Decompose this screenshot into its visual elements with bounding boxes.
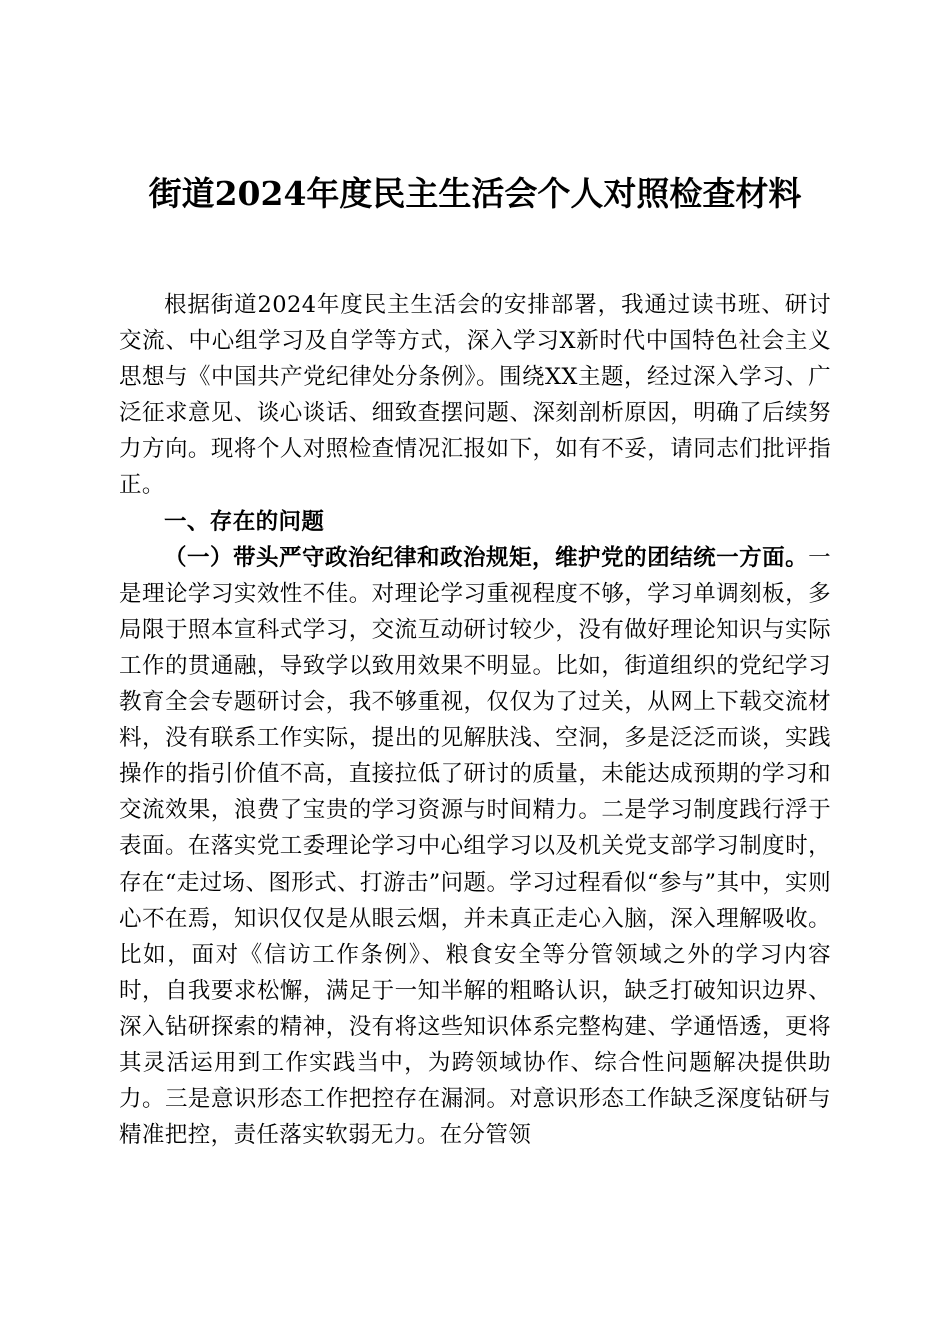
intro-paragraph: 根据街道2024年度民主生活会的安排部署，我通过读书班、研讨交流、中心组学习及自学等方式，深入学习X新时代中国特色社会主义思想与《中国共产党纪律处分条例》。围绕XX主题，经过深入学习、广泛征求意见、谈心谈话、细致查摆问题、深刻剖析原因，明确了后续努力方向。现将个人对照检查情况汇报如下，如有不妥，请同志们批评指正。 bbox=[119, 292, 831, 499]
subsection-body: 一是理论学习实效性不佳。对理论学习重视程度不够，学习单调刻板，多局限于照本宣科式学习，交流互动研讨较少，没有做好理论知识与实际工作的贯通融，导致学以致用效果不明显。比如，街道组织的党纪学习教育全会专题研讨会，我不够重视，仅仅为了过关，从网上下载交流材料，没有联系工作实际，提出的见解肤浅、空洞，多是泛泛而谈，实践操作的指引价值不高，直接拉低了研讨的质量，未能达成预期的学习和交流效果，浪费了宝贵的学习资源与时间精力。二是学习制度践行浮于表面。在落实党工委理论学习中心组学习以及机关党支部学习制度时，存在“走过场、图形式、打游击”问题。学习过程看似“参与”其中，实则心不在焉，知识仅仅是从眼云烟，并未真正走心入脑，深入理解吸收。比如，面对《信访工作条例》、粮食安全等分管领域之外的学习内容时，自我要求松懈，满足于一知半解的粗略认识，缺乏打破知识边界、深入钻研探索的精神，没有将这些知识体系完整构建、学通悟透，更将其灵活运用到工作实践当中，为跨领域协作、综合性问题解决提供助力。三是意识形态工作把控存在漏洞。对意识形态工作缺乏深度钻研与精准把控，责任落实软弱无力。在分管领 bbox=[119, 544, 831, 1149]
subsection-lead: （一）带头严守政治纪律和政治规矩，维护党的团结统一方面。 bbox=[164, 544, 809, 571]
section-heading: 一、存在的问题 bbox=[164, 508, 325, 535]
document-title: 街道2024年度民主生活会个人对照检查材料 bbox=[148, 174, 802, 213]
subsection-paragraph bbox=[119, 540, 831, 1154]
document-body bbox=[119, 287, 831, 1153]
